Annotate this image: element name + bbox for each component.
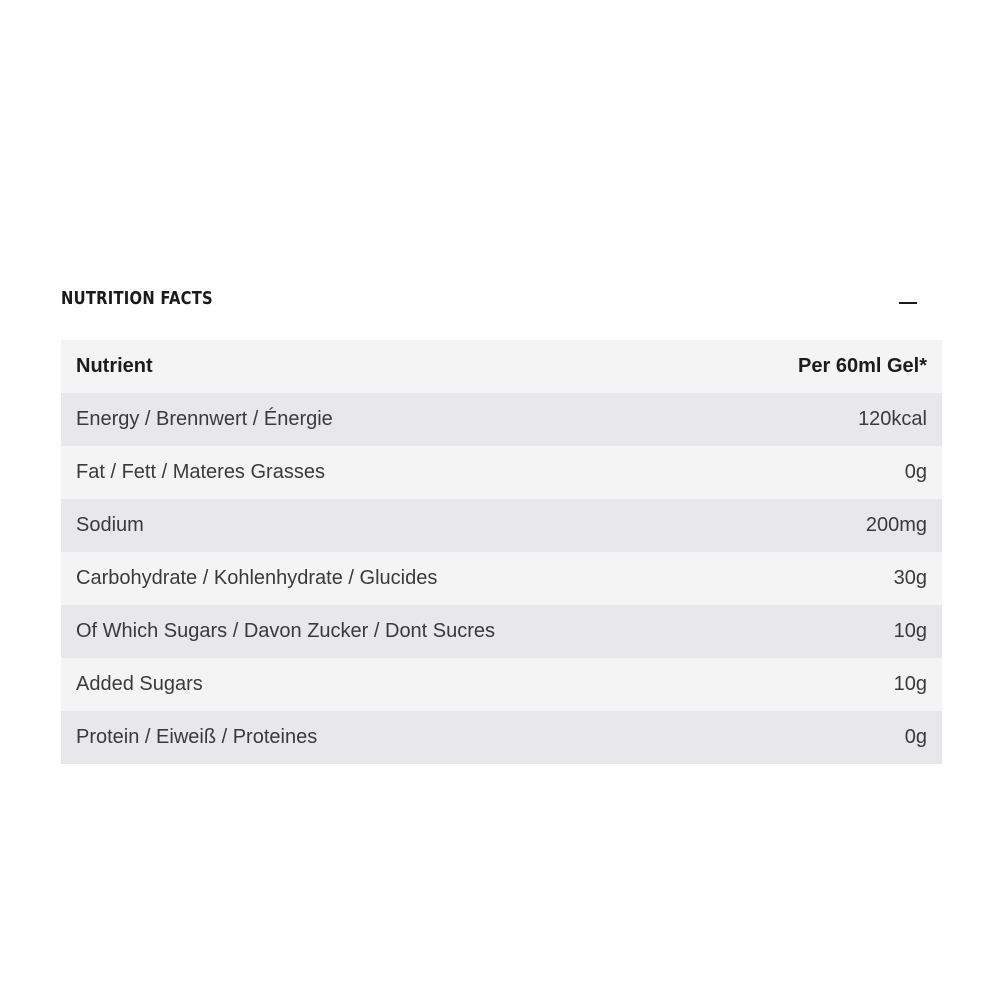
- minus-icon: [899, 302, 917, 304]
- nutrient-value: 0g: [904, 461, 927, 483]
- table-row: [61, 658, 942, 711]
- nutrient-value: 120kcal: [858, 408, 927, 430]
- table-header-row: [61, 340, 942, 393]
- nutrient-value: 10g: [893, 673, 927, 695]
- section-title: NUTRITION FACTS: [61, 288, 213, 309]
- table-row: [61, 711, 942, 764]
- nutrient-name: Of Which Sugars / Davon Zucker / Dont Sucres: [76, 620, 496, 642]
- table-row: [61, 552, 942, 605]
- nutrient-name: Added Sugars: [76, 673, 203, 695]
- nutrient-value: 30g: [893, 567, 927, 589]
- header-nutrient: Nutrient: [76, 355, 153, 377]
- table-row: [61, 605, 942, 658]
- nutrient-value: 0g: [904, 726, 927, 748]
- nutrient-name: Sodium: [76, 514, 144, 536]
- nutrient-name: Energy / Brennwert / Énergie: [76, 408, 333, 430]
- nutrient-name: Carbohydrate / Kohlenhydrate / Glucides: [76, 567, 438, 589]
- nutrition-facts-section: [61, 282, 942, 748]
- nutrition-table: [61, 340, 942, 764]
- nutrient-name: Fat / Fett / Materes Grasses: [76, 461, 325, 483]
- nutrient-value: 10g: [893, 620, 927, 642]
- table-row: [61, 446, 942, 499]
- section-header[interactable]: [61, 282, 942, 322]
- header-value: Per 60ml Gel*: [798, 355, 927, 377]
- nutrient-name: Protein / Eiweiß / Proteines: [76, 726, 318, 748]
- collapse-toggle-button[interactable]: [896, 290, 920, 314]
- table-row: [61, 499, 942, 552]
- table-row: [61, 393, 942, 446]
- nutrient-value: 200mg: [865, 514, 927, 536]
